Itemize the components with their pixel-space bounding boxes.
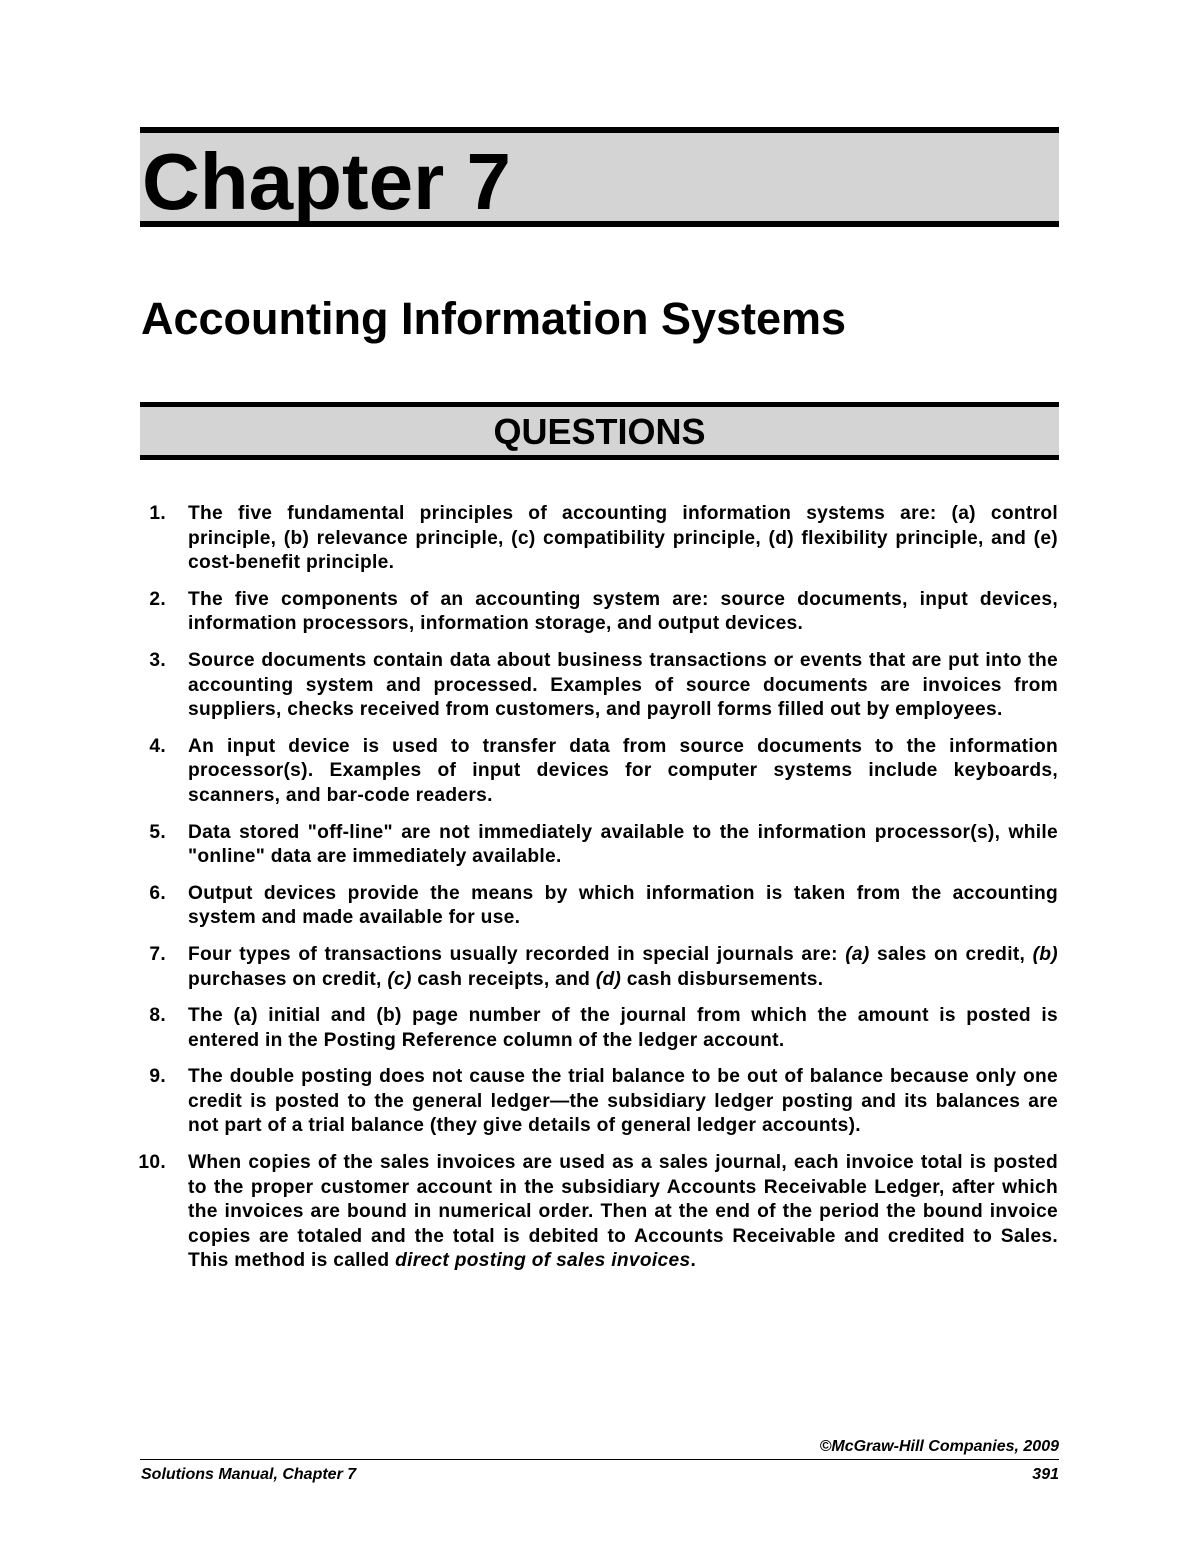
question-text-run: The five components of an accounting system are: source documents, input devices, information processors, information storage, and output devices. <box>188 588 1058 635</box>
question-text-run: An input device is used to transfer data from source documents to the information processor(s). Examples of input devices for computer systems include keyboards, scanners, and bar-code readers. <box>188 735 1058 806</box>
question-text-italic: (a) <box>845 943 870 965</box>
copyright-notice: ©McGraw-Hill Companies, 2009 <box>819 1438 1059 1455</box>
questions-heading: QUESTIONS <box>493 411 706 452</box>
question-number: 2. <box>149 588 166 610</box>
question-text-run: . <box>690 1250 697 1272</box>
question-text-italic: (c) <box>387 968 412 990</box>
question-item <box>140 1065 1058 1139</box>
questions-section-band <box>140 402 1059 460</box>
question-text-run: The (a) initial and (b) page number of the journal from which the amount is posted is entered in the Posting Reference column of the ledger account. <box>188 1005 1058 1051</box>
question-text-italic: (b) <box>1032 943 1058 965</box>
question-text-run: cash receipts, and <box>411 968 596 990</box>
question-number: 4. <box>149 735 166 757</box>
question-list <box>140 502 1058 1286</box>
chapter-title: Chapter 7 <box>142 137 511 226</box>
question-item <box>140 943 1058 992</box>
question-text-run: purchases on credit, <box>188 968 388 990</box>
question-text-run: The double posting does not cause the trial balance to be out of balance because only one credit is posted to the general ledger—the subsidiary ledger posting and its balances are not part of a trial balance (they give details of general ledger accounts). <box>188 1066 1058 1137</box>
question-text-run: sales on credit, <box>869 943 1033 965</box>
question-text <box>188 822 1058 868</box>
question-item <box>140 649 1058 723</box>
footer-divider <box>140 1459 1059 1460</box>
question-item <box>140 882 1058 931</box>
question-item <box>140 1151 1058 1274</box>
question-number: 3. <box>149 649 166 671</box>
question-text-run: The five fundamental principles of accounting information systems are: (a) control principle, (b) relevance principle, (c) compatibility principle, (d) flexibility principle, and (e) cost-benefit principle. <box>188 503 1058 574</box>
question-text <box>188 589 1058 635</box>
question-number: 7. <box>149 943 166 965</box>
chapter-title-band <box>140 127 1059 227</box>
question-text-run: cash disbursements. <box>621 968 824 990</box>
footer-book-title: Solutions Manual, Chapter 7 <box>141 1466 357 1483</box>
question-text-run: When copies of the sales invoices are used as a sales journal, each invoice total is posted to the proper customer account in the subsidiary Accounts Receivable Ledger, after which the invoices are bound in numerical order. Then at the end of the period the bound invoice copies are totaled and the total is debited to Accounts Receivable and credited to Sales. This method is called <box>188 1152 1058 1272</box>
subject-title: Accounting Information Systems <box>141 293 847 344</box>
question-number: 5. <box>149 821 166 843</box>
question-text-italic: direct posting of sales invoices <box>395 1250 691 1272</box>
question-number: 10. <box>138 1152 166 1174</box>
question-text-run: Source documents contain data about business transactions or events that are put into the accounting system and processed. Examples of source documents are invoices from suppliers, checks received from customers, and payroll forms filled out by employees. <box>188 649 1058 721</box>
question-text-run: Data stored "off-line" are not immediately available to the information processor(s), while "online" data are immediately available. <box>188 821 1058 868</box>
question-item <box>140 588 1058 637</box>
question-item <box>140 502 1058 576</box>
question-number: 6. <box>149 882 166 904</box>
question-item <box>140 821 1058 870</box>
question-text <box>188 944 1058 990</box>
question-number: 1. <box>149 503 166 524</box>
question-text <box>188 503 1058 573</box>
question-text <box>188 650 1058 720</box>
question-text <box>188 883 1058 929</box>
question-text-run: Output devices provide the means by which information is taken from the accounting system and made available for use. <box>188 882 1058 929</box>
question-text <box>188 736 1058 806</box>
question-number: 8. <box>149 1005 166 1027</box>
question-text <box>188 1005 1058 1051</box>
question-text-run: Four types of transactions usually recorded in special journals are: <box>188 943 846 965</box>
question-text-italic: (d) <box>595 968 622 990</box>
question-text <box>188 1066 1058 1136</box>
question-text <box>188 1152 1058 1271</box>
question-number: 9. <box>149 1066 166 1088</box>
question-item <box>140 1004 1058 1053</box>
page-number: 391 <box>1032 1466 1059 1483</box>
question-item <box>140 735 1058 809</box>
